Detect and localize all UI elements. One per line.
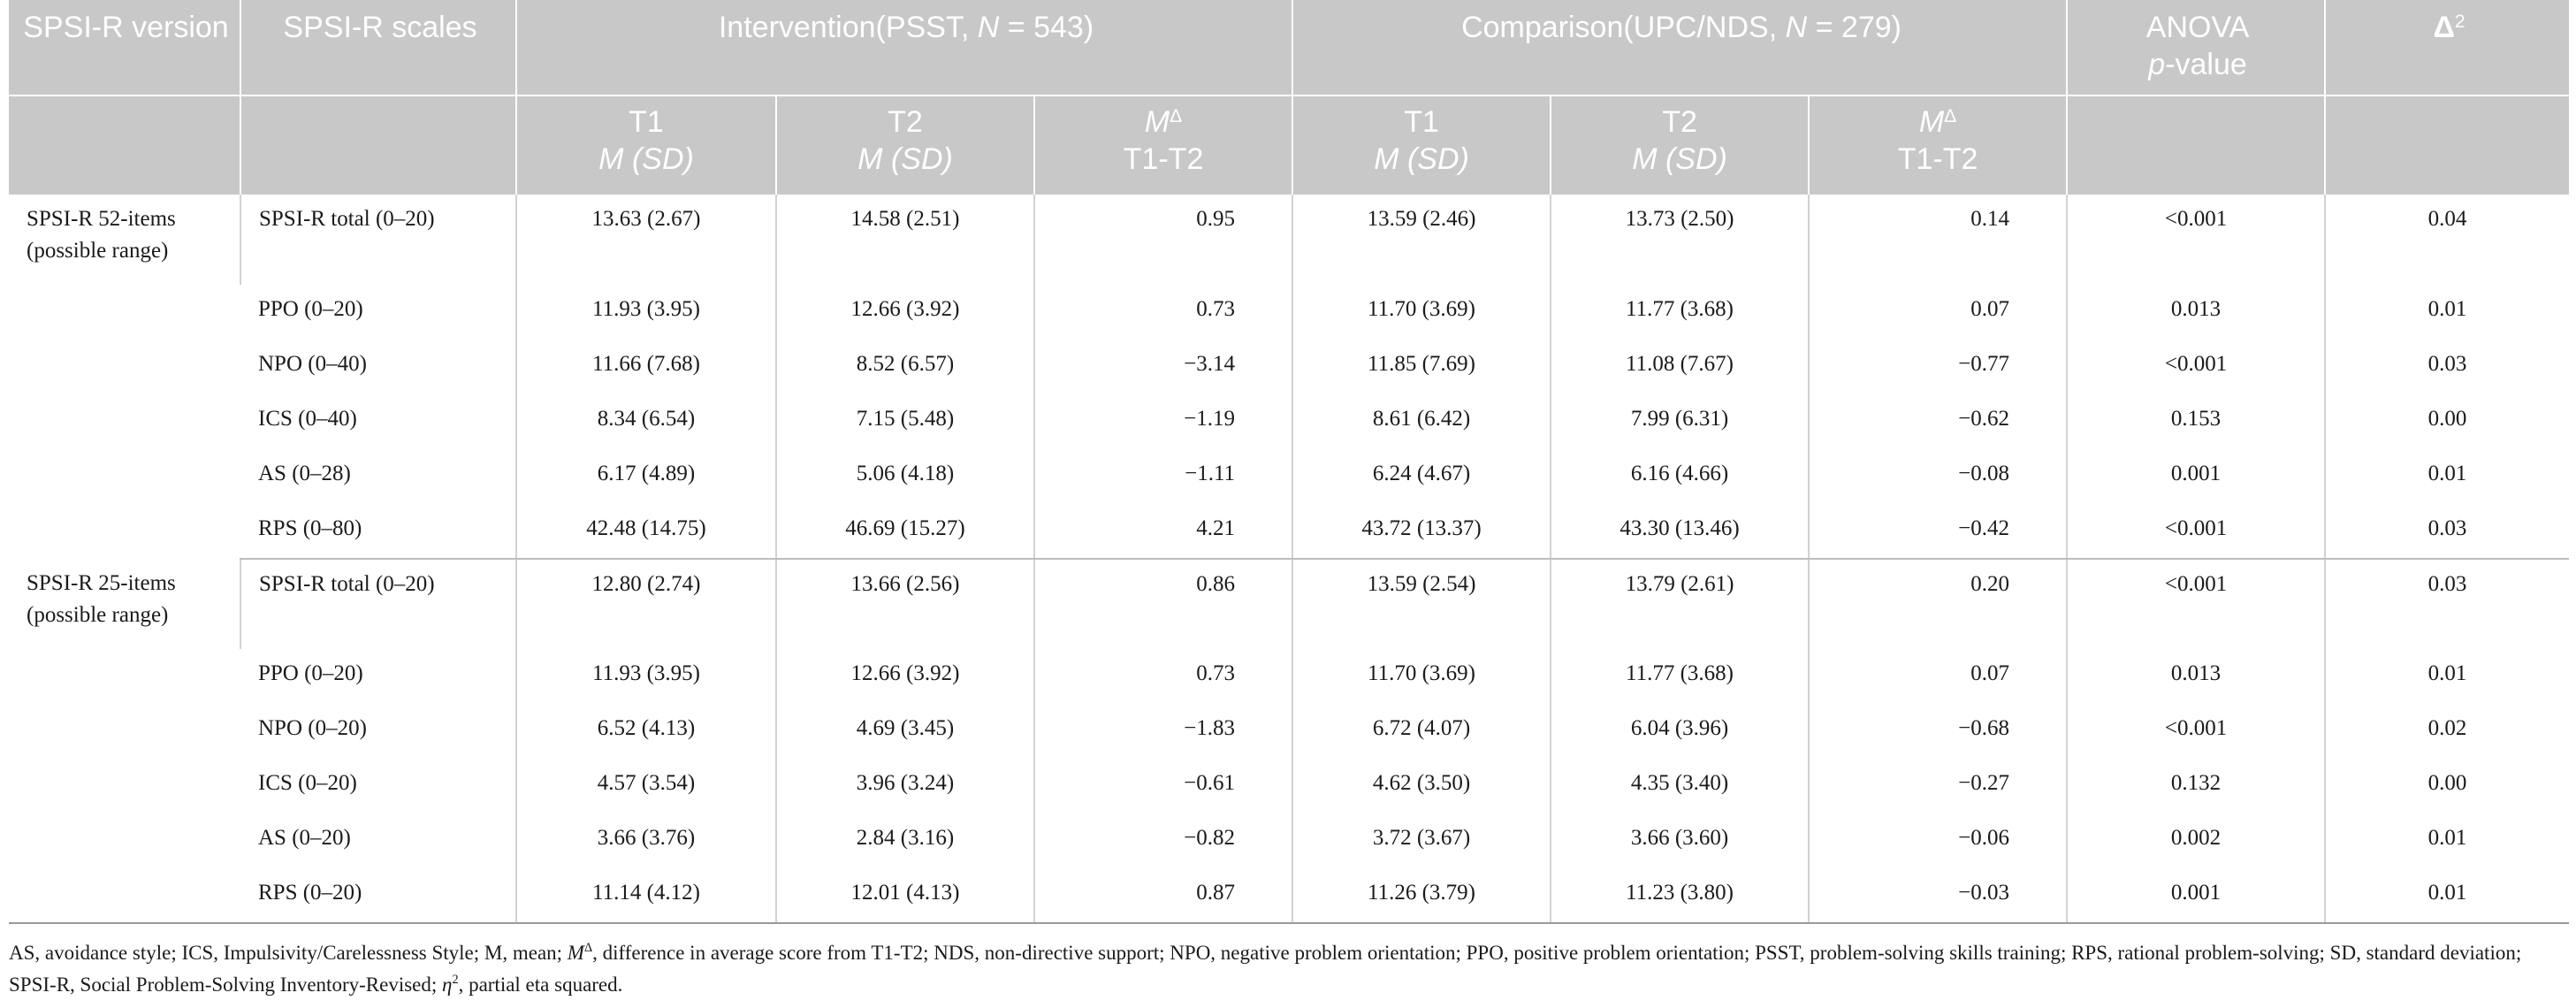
table-row	[9, 559, 2569, 649]
header-comparison: Comparison(UPC/NDS, N = 279)	[1292, 0, 2067, 95]
table-row	[9, 813, 2569, 868]
header-row-1	[9, 0, 2569, 95]
anova-p-cell: <0.001	[2067, 195, 2325, 285]
results-table-document	[9, 0, 2565, 924]
cmp-mdelta-cell: −0.27	[1809, 759, 2067, 813]
cmp-t2-cell: 6.16 (4.66)	[1551, 449, 1809, 504]
int-t1-cell: 4.57 (3.54)	[516, 759, 776, 813]
header-scales: SPSI-R scales	[240, 0, 516, 95]
scale-cell: SPSI-R total (0–20)	[240, 195, 516, 285]
int-t1-cell: 8.34 (6.54)	[516, 394, 776, 449]
cmp-t1-cell: 43.72 (13.37)	[1292, 504, 1551, 559]
int-t2-cell: 3.96 (3.24)	[776, 759, 1034, 813]
cmp-t2-cell: 7.99 (6.31)	[1551, 394, 1809, 449]
subheader-empty	[2067, 95, 2325, 195]
cmp-t1-cell: 11.70 (3.69)	[1292, 285, 1551, 340]
cmp-mdelta-cell: −0.03	[1809, 868, 2067, 923]
table-row	[9, 449, 2569, 504]
cmp-mdelta-cell: −0.68	[1809, 704, 2067, 759]
delta2-cell: 0.03	[2325, 340, 2569, 394]
int-t2-cell: 2.84 (3.16)	[776, 813, 1034, 868]
int-t1-cell: 6.52 (4.13)	[516, 704, 776, 759]
int-mdelta-cell: −1.83	[1034, 704, 1292, 759]
cmp-t2-cell: 13.79 (2.61)	[1551, 559, 1809, 649]
subheader-empty	[240, 95, 516, 195]
cmp-t2-cell: 11.77 (3.68)	[1551, 649, 1809, 704]
int-t1-cell: 11.14 (4.12)	[516, 868, 776, 923]
anova-p-cell: 0.002	[2067, 813, 2325, 868]
anova-p-cell: 0.013	[2067, 649, 2325, 704]
scale-cell: RPS (0–80)	[240, 504, 516, 559]
version-cell: SPSI-R 25-items (possible range)	[9, 559, 240, 923]
int-mdelta-cell: 0.86	[1034, 559, 1292, 649]
subheader-cmp-t2: T2 M (SD)	[1551, 95, 1809, 195]
cmp-t1-cell: 6.24 (4.67)	[1292, 449, 1551, 504]
subheader-int-mdelta: $M^\Delta$ T1-T2	[1034, 95, 1292, 195]
subheader-empty	[2325, 95, 2569, 195]
cmp-mdelta-cell: 0.20	[1809, 559, 2067, 649]
cmp-t2-cell: 6.04 (3.96)	[1551, 704, 1809, 759]
table-row	[9, 285, 2569, 340]
delta2-cell: 0.02	[2325, 704, 2569, 759]
int-t1-cell: 11.93 (3.95)	[516, 285, 776, 340]
int-mdelta-cell: 4.21	[1034, 504, 1292, 559]
int-t2-cell: 12.01 (4.13)	[776, 868, 1034, 923]
cmp-t1-cell: 11.26 (3.79)	[1292, 868, 1551, 923]
int-t2-cell: 12.66 (3.92)	[776, 649, 1034, 704]
cmp-t1-cell: 8.61 (6.42)	[1292, 394, 1551, 449]
cmp-t1-cell: 13.59 (2.46)	[1292, 195, 1551, 285]
cmp-mdelta-cell: 0.14	[1809, 195, 2067, 285]
scale-cell: PPO (0–20)	[258, 297, 363, 321]
int-mdelta-cell: −0.61	[1034, 759, 1292, 813]
table-row	[9, 759, 2569, 813]
cmp-t2-cell: 43.30 (13.46)	[1551, 504, 1809, 559]
table-row	[9, 504, 2569, 559]
cmp-t2-cell: 3.66 (3.60)	[1551, 813, 1809, 868]
scale-cell: PPO (0–20)	[258, 661, 363, 685]
anova-p-cell: 0.132	[2067, 759, 2325, 813]
int-t2-cell: 5.06 (4.18)	[776, 449, 1034, 504]
scale-cell: AS (0–28)	[258, 462, 351, 485]
scale-cell: ICS (0–40)	[258, 407, 357, 431]
subheader-cmp-mdelta: $M^\Delta$ T1-T2	[1809, 95, 2067, 195]
header-intervention: Intervention(PSST, N = 543)	[516, 0, 1292, 95]
scale-cell: ICS (0–20)	[258, 771, 357, 795]
delta2-cell: 0.01	[2325, 449, 2569, 504]
cmp-t1-cell: 4.62 (3.50)	[1292, 759, 1551, 813]
delta2-cell: 0.00	[2325, 394, 2569, 449]
table-row	[9, 868, 2569, 923]
int-t2-cell: 4.69 (3.45)	[776, 704, 1034, 759]
delta2-cell: 0.01	[2325, 285, 2569, 340]
anova-p-cell: 0.001	[2067, 449, 2325, 504]
anova-p-cell: <0.001	[2067, 504, 2325, 559]
subheader-empty	[9, 95, 240, 195]
spsi-r-results-table	[9, 0, 2569, 924]
header-row-2	[9, 95, 2569, 195]
int-mdelta-cell: −0.82	[1034, 813, 1292, 868]
scale-cell: NPO (0–20)	[258, 716, 367, 740]
delta2-cell: 0.01	[2325, 868, 2569, 923]
int-mdelta-cell: 0.87	[1034, 868, 1292, 923]
cmp-t2-cell: 11.08 (7.67)	[1551, 340, 1809, 394]
anova-p-cell: 0.153	[2067, 394, 2325, 449]
anova-p-cell: 0.013	[2067, 285, 2325, 340]
cmp-mdelta-cell: 0.07	[1809, 649, 2067, 704]
delta2-cell: 0.00	[2325, 759, 2569, 813]
cmp-mdelta-cell: 0.07	[1809, 285, 2067, 340]
int-t1-cell: 3.66 (3.76)	[516, 813, 776, 868]
header-anova: ANOVA p-value	[2067, 0, 2325, 95]
int-t1-cell: 42.48 (14.75)	[516, 504, 776, 559]
cmp-mdelta-cell: −0.06	[1809, 813, 2067, 868]
header-delta2: $\Delta^2$	[2325, 0, 2569, 95]
scale-cell: RPS (0–20)	[240, 868, 516, 923]
table-row	[9, 704, 2569, 759]
cmp-t1-cell: 3.72 (3.67)	[1292, 813, 1551, 868]
table-row	[9, 394, 2569, 449]
subheader-cmp-t1: T1 M (SD)	[1292, 95, 1551, 195]
cmp-t1-cell: 13.59 (2.54)	[1292, 559, 1551, 649]
int-t1-cell: 11.66 (7.68)	[516, 340, 776, 394]
scale-cell: SPSI-R total (0–20)	[240, 559, 516, 649]
anova-p-cell: <0.001	[2067, 559, 2325, 649]
int-mdelta-cell: 0.73	[1034, 649, 1292, 704]
int-t2-cell: 8.52 (6.57)	[776, 340, 1034, 394]
scale-cell: NPO (0–40)	[258, 352, 367, 376]
int-t2-cell: 12.66 (3.92)	[776, 285, 1034, 340]
delta2-cell: 0.01	[2325, 813, 2569, 868]
table-row	[9, 649, 2569, 704]
cmp-t2-cell: 4.35 (3.40)	[1551, 759, 1809, 813]
header-version: SPSI-R version	[9, 0, 240, 95]
table-row	[9, 195, 2569, 285]
scale-cell: AS (0–20)	[258, 826, 351, 850]
table-footnote: AS, avoidance style; ICS, Impulsivity/Carelessness Style; M, mean; $M^\Delta$, difference in average score from T1-T2; NDS, non-directive support; NPO, negative problem orientation; PPO, positive problem orientation; PSST, problem-solving skills training; RPS, rational problem-solving; SD, standard deviation; SPSI-R, Social Problem-Solving Inventory-Revised; $\eta^2$, partial eta squared.	[9, 941, 2522, 996]
anova-p-cell: 0.001	[2067, 868, 2325, 923]
cmp-mdelta-cell: −0.42	[1809, 504, 2067, 559]
cmp-t1-cell: 6.72 (4.07)	[1292, 704, 1551, 759]
anova-p-cell: <0.001	[2067, 340, 2325, 394]
subheader-int-t2: T2 M (SD)	[776, 95, 1034, 195]
version-cell: SPSI-R 52-items (possible range)	[27, 207, 176, 263]
subheader-int-t1: T1 M (SD)	[516, 95, 776, 195]
anova-p-cell: <0.001	[2067, 704, 2325, 759]
int-t2-cell: 13.66 (2.56)	[776, 559, 1034, 649]
int-t2-cell: 7.15 (5.48)	[776, 394, 1034, 449]
delta2-cell: 0.01	[2325, 649, 2569, 704]
int-t1-cell: 11.93 (3.95)	[516, 649, 776, 704]
int-mdelta-cell: 0.95	[1034, 195, 1292, 285]
cmp-mdelta-cell: −0.62	[1809, 394, 2067, 449]
int-mdelta-cell: −3.14	[1034, 340, 1292, 394]
table-row	[9, 340, 2569, 394]
int-mdelta-cell: 0.73	[1034, 285, 1292, 340]
cmp-t2-cell: 13.73 (2.50)	[1551, 195, 1809, 285]
cmp-t2-cell: 11.23 (3.80)	[1551, 868, 1809, 923]
delta2-cell: 0.03	[2325, 504, 2569, 559]
int-t1-cell: 12.80 (2.74)	[516, 559, 776, 649]
int-mdelta-cell: −1.11	[1034, 449, 1292, 504]
cmp-mdelta-cell: −0.77	[1809, 340, 2067, 394]
int-t1-cell: 6.17 (4.89)	[516, 449, 776, 504]
delta2-cell: 0.03	[2325, 559, 2569, 649]
cmp-t1-cell: 11.70 (3.69)	[1292, 649, 1551, 704]
cmp-mdelta-cell: −0.08	[1809, 449, 2067, 504]
int-t2-cell: 14.58 (2.51)	[776, 195, 1034, 285]
cmp-t2-cell: 11.77 (3.68)	[1551, 285, 1809, 340]
int-t1-cell: 13.63 (2.67)	[516, 195, 776, 285]
int-mdelta-cell: −1.19	[1034, 394, 1292, 449]
delta2-cell: 0.04	[2325, 195, 2569, 285]
int-t2-cell: 46.69 (15.27)	[776, 504, 1034, 559]
cmp-t1-cell: 11.85 (7.69)	[1292, 340, 1551, 394]
